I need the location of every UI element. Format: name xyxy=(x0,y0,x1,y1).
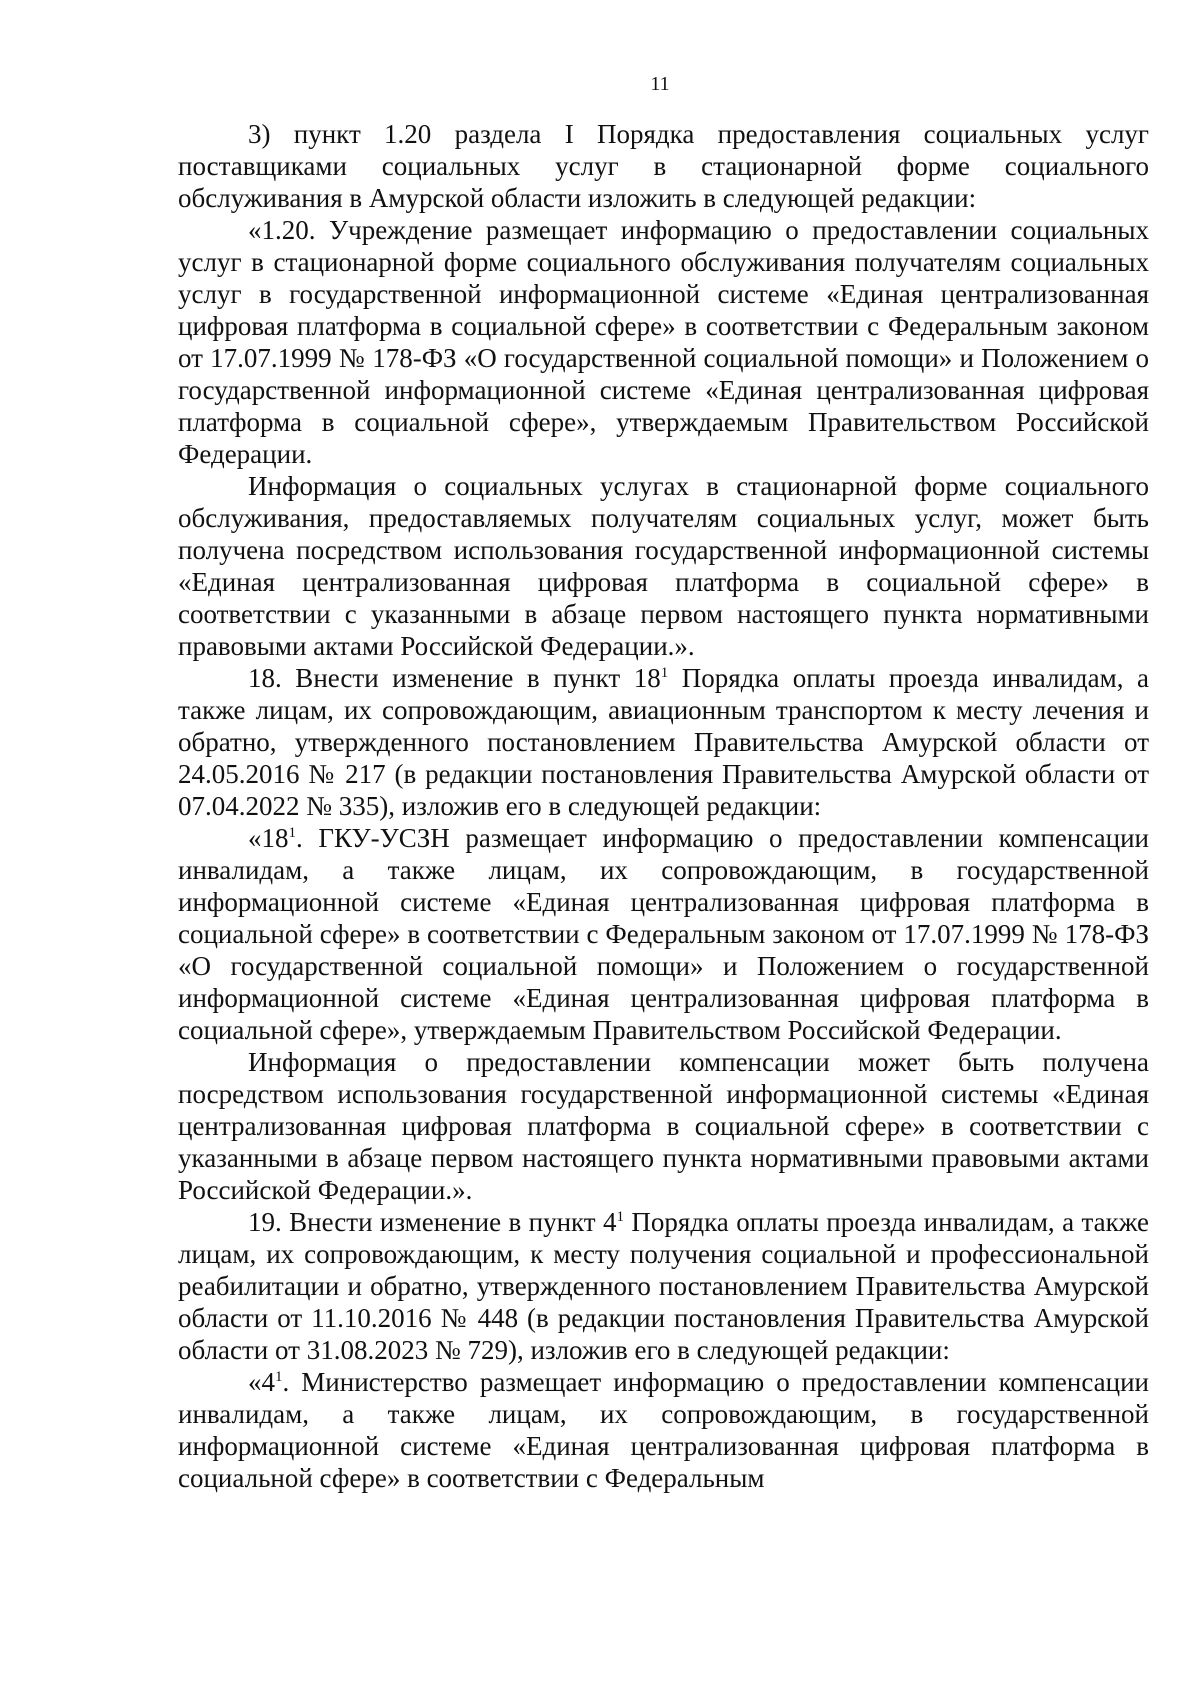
paragraph-quote-18-1 xyxy=(178,822,1149,1046)
paragraph-text-after: . ГКУ-УСЗН размещает информацию о предоставлении компенсации инвалидам, а также лицам, их сопровождающим, в государственной информационной системе «Единая централизованная цифровая платформа в социальной сфере» в соответствии с Федеральным законом от 17.07.1999 № 178-ФЗ «О государственной социальной помощи» и Положением о государственной информационной системе «Единая централизованная цифровая платформа в социальной сфере», утверждаемым Правительством Российской Федерации. xyxy=(178,823,1149,1045)
paragraph-text-before: «18 xyxy=(248,823,289,853)
superscript-index: 1 xyxy=(275,1369,283,1385)
paragraph-item-3: 3) пункт 1.20 раздела I Порядка предоставления социальных услуг поставщиками социальных услуг в стационарной форме социального обслуживания в Амурской области изложить в следующей редакции: xyxy=(178,119,1149,213)
paragraph-quote-1-20: «1.20. Учреждение размещает информацию о предоставлении социальных услуг в стационарной форме социального обслуживания получателям социальных услуг в государственной информационной системе «Единая централизованная цифровая платформа в социальной сфере» в соответствии с Федеральным законом от 17.07.1999 № 178-ФЗ «О государственной социальной помощи» и Положением о государственной информационной системе «Единая централизованная цифровая платформа в социальной сфере», утверждаемым Правительством Российской Федерации. xyxy=(178,215,1149,469)
superscript-index: 1 xyxy=(616,1209,625,1225)
paragraph-text-after: Порядка оплаты проезда инвалидам, а также лицам, их сопровождающим, авиационным транспортом к месту лечения и обратно, утвержденного постановлением Правительства Амурской области от 24.05.2016 № 217 (в редакции постановления Правительства Амурской области от 07.04.2022 № 335), изложив его в следующей редакции: xyxy=(178,663,1149,821)
paragraph-item-18 xyxy=(178,662,1149,822)
paragraph-text-before: 19. Внести изменение в пункт 4 xyxy=(248,1207,617,1237)
paragraph-text-before: «4 xyxy=(248,1367,275,1397)
superscript-index: 1 xyxy=(288,825,296,841)
superscript-index: 1 xyxy=(660,665,669,681)
paragraph-info-social-services: Информация о социальных услугах в стационарной форме социального обслуживания, предоставляемых получателям социальных услуг, может быть получена посредством использования государственной информационной системы «Единая централизованная цифровая платформа в социальной сфере» в соответствии с указанными в абзаце первом настоящего пункта нормативными правовыми актами Российской Федерации.». xyxy=(178,471,1149,661)
paragraph-info-compensation: Информация о предоставлении компенсации может быть получена посредством использования государственной информационной системы «Единая централизованная цифровая платформа в социальной сфере» в соответствии с указанными в абзаце первом настоящего пункта нормативными правовыми актами Российской Федерации.». xyxy=(178,1047,1149,1205)
paragraph-text-after: Порядка оплаты проезда инвалидам, а также лицам, их сопровождающим, к месту получения социальной и профессиональной реабилитации и обратно, утвержденного постановлением Правительства Амурской области от 11.10.2016 № 448 (в редакции постановления Правительства Амурской области от 31.08.2023 № 729), изложив его в следующей редакции: xyxy=(178,1207,1149,1365)
paragraph-text-before: 18. Внести изменение в пункт 18 xyxy=(248,663,661,693)
paragraph-quote-4-1 xyxy=(178,1366,1149,1494)
page-number: 11 xyxy=(650,73,670,95)
paragraph-text-after: . Министерство размещает информацию о предоставлении компенсации инвалидам, а также лицам, их сопровождающим, в государственной информационной системе «Единая централизованная цифровая платформа в социальной сфере» в соответствии с Федеральным xyxy=(178,1367,1149,1493)
document-body xyxy=(178,118,1149,1494)
paragraph-item-19 xyxy=(178,1206,1149,1366)
